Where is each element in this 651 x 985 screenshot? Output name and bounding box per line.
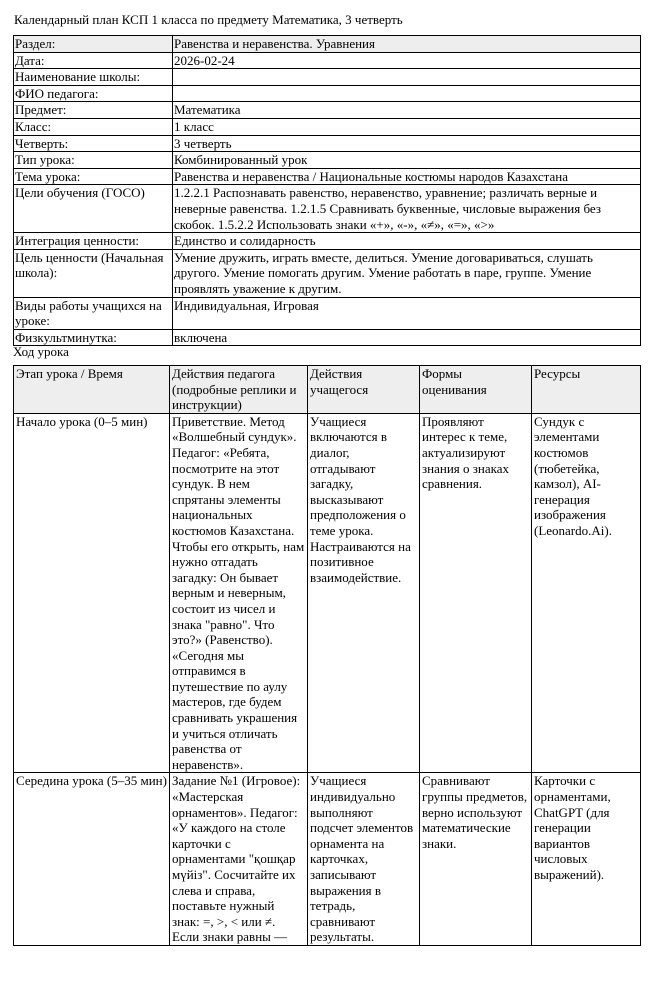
info-label: Тип урока:: [14, 152, 173, 169]
table-header-row: [14, 366, 641, 414]
info-label: Цель ценности (Начальная школа):: [14, 249, 173, 297]
info-row-grade: [14, 118, 641, 135]
resources-cell: Сундук с элементами костюмов (тюбетейка, камзол), AI-генерация изображения (Leonardo.Ai).: [532, 413, 641, 773]
info-row-school: [14, 69, 641, 86]
teacher-actions-cell: Задание №1 (Игровое): «Мастерская орнаментов». Педагог: «У каждого на столе карточки с орнаментами "қошқар мүйіз". Сосчитайте их слева и справа, поставьте нужный знак: =, >, < или ≠. Если знаки равны —: [170, 773, 308, 946]
info-row-subject: [14, 102, 641, 119]
info-value: Комбинированный урок: [173, 152, 641, 169]
info-value: [173, 85, 641, 102]
info-label: Наименование школы:: [14, 69, 173, 86]
info-row-topic: [14, 168, 641, 185]
info-row-teacher: [14, 85, 641, 102]
info-row-quarter: [14, 135, 641, 152]
assessment-cell: Сравнивают группы предметов, верно используют математические знаки.: [420, 773, 532, 946]
info-value: Единство и солидарность: [173, 233, 641, 250]
info-label: Виды работы учащихся на уроке:: [14, 297, 173, 329]
info-value: 1 класс: [173, 118, 641, 135]
info-value: 2026-02-24: [173, 52, 641, 69]
info-table: [13, 35, 641, 346]
info-label: Раздел:: [14, 36, 173, 53]
info-row-value-integration: [14, 233, 641, 250]
info-label: ФИО педагога:: [14, 85, 173, 102]
teacher-actions-cell: Приветствие. Метод «Волшебный сундук». Педагог: «Ребята, посмотрите на этот сундук. В нем спрятаны элементы национальных костюмов Казахстана. Чтобы его открыть, нам нужно отгадать загадку: Он бывает верным и неверным, состоит из чисел и знака "равно". Что это?» (Равенство). «Сегодня мы отправимся в путешествие по аулу мастеров, где будем сравнивать украшения и учиться отличать равенства от неравенств».: [170, 413, 308, 773]
stage-cell: Середина урока (5–35 мин): [14, 773, 170, 946]
info-row-work-types: [14, 297, 641, 329]
info-row-value-goal: [14, 249, 641, 297]
info-row-section: [14, 36, 641, 53]
info-row-exercise: [14, 329, 641, 346]
resources-cell: Карточки с орнаментами, ChatGPT (для генерации вариантов числовых выражений).: [532, 773, 641, 946]
lesson-flow-table: [13, 365, 641, 946]
column-header-assessment: Формы оценивания: [420, 366, 532, 414]
info-label: Класс:: [14, 118, 173, 135]
info-value: Равенства и неравенства / Национальные костюмы народов Казахстана: [173, 168, 641, 185]
column-header-student: Действия учащегося: [308, 366, 420, 414]
info-row-goals: [14, 185, 641, 233]
info-value: 1.2.2.1 Распознавать равенство, неравенство, уравнение; различать верные и неверные равенства. 1.2.1.5 Сравнивать буквенные, числовые выражения без скобок. 1.5.2.2 Использовать знаки «+», «-», «≠», «=», «>»: [173, 185, 641, 233]
info-value: [173, 69, 641, 86]
student-actions-cell: Учащиеся индивидуально выполняют подсчет элементов орнамента на карточках, записывают выражения в тетрадь, сравнивают результаты.: [308, 773, 420, 946]
info-label: Дата:: [14, 52, 173, 69]
info-value: Умение дружить, играть вместе, делиться. Умение договариваться, слушать другого. Умение помогать другим. Умение работать в паре, группе. Умение проявлять уважение к другим.: [173, 249, 641, 297]
info-label: Предмет:: [14, 102, 173, 119]
info-label: Тема урока:: [14, 168, 173, 185]
lesson-flow-heading: Ход урока: [13, 344, 69, 359]
student-actions-cell: Учащиеся включаются в диалог, отгадывают загадку, высказывают предположения о теме урока. Настраиваются на позитивное взаимодействие.: [308, 413, 420, 773]
page-title: Календарный план КСП 1 класса по предмету Математика, 3 четверть: [14, 12, 403, 27]
column-header-resources: Ресурсы: [532, 366, 641, 414]
info-value: включена: [173, 329, 641, 346]
info-label: Физкультминутка:: [14, 329, 173, 346]
stage-cell: Начало урока (0–5 мин): [14, 413, 170, 773]
info-row-date: [14, 52, 641, 69]
info-value: 3 четверть: [173, 135, 641, 152]
info-label: Интеграция ценности:: [14, 233, 173, 250]
info-value: Математика: [173, 102, 641, 119]
assessment-cell: Проявляют интерес к теме, актуализируют знания о знаках сравнения.: [420, 413, 532, 773]
table-row: [14, 773, 641, 946]
info-label: Цели обучения (ГОСО): [14, 185, 173, 233]
column-header-teacher: Действия педагога (подробные реплики и инструкции): [170, 366, 308, 414]
info-value: Индивидуальная, Игровая: [173, 297, 641, 329]
info-value: Равенства и неравенства. Уравнения: [173, 36, 641, 53]
table-row: [14, 413, 641, 773]
info-row-lesson-type: [14, 152, 641, 169]
info-label: Четверть:: [14, 135, 173, 152]
column-header-stage: Этап урока / Время: [14, 366, 170, 414]
